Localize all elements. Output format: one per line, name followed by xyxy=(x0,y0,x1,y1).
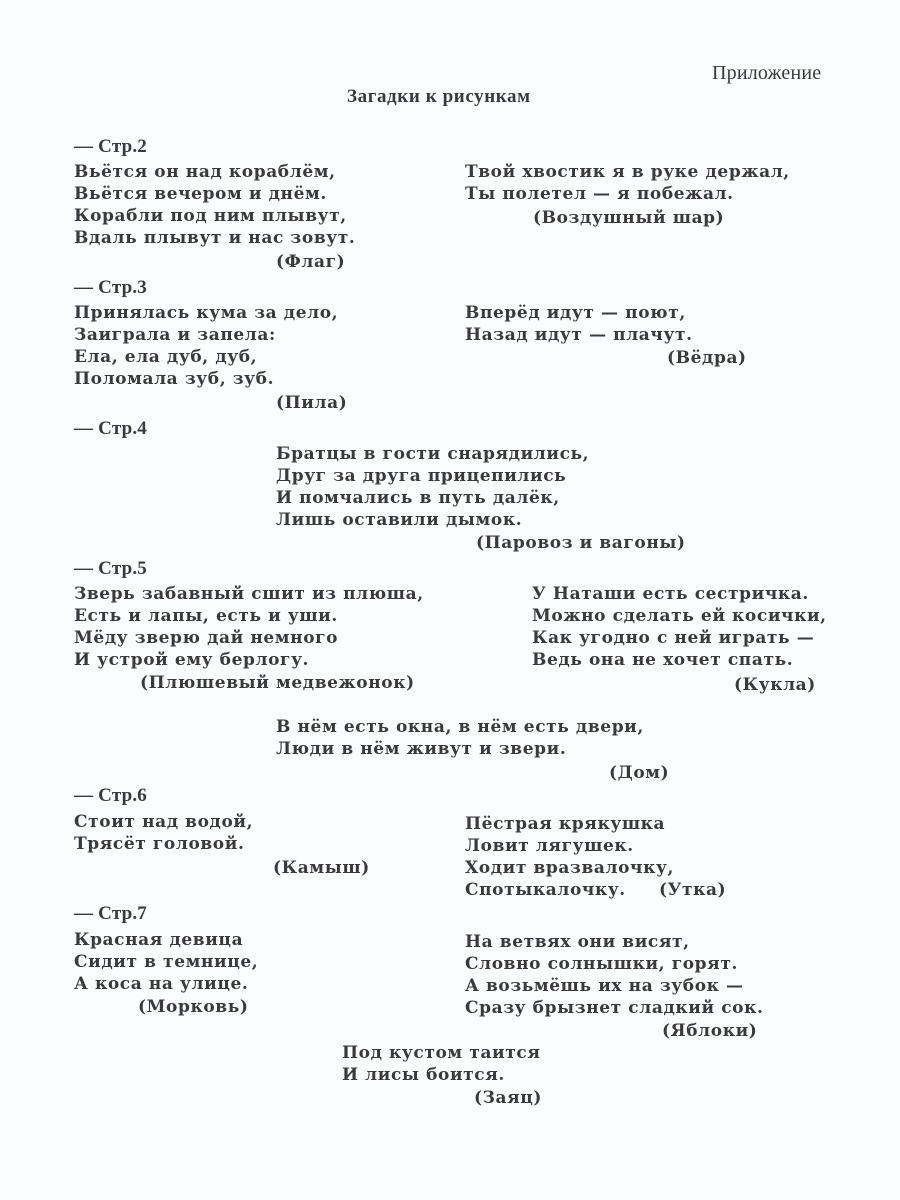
riddle-hare xyxy=(342,1042,541,1086)
riddle-line: На ветвях они висят, xyxy=(465,932,690,952)
riddle-line: Стоит над водой, xyxy=(74,812,254,832)
riddle-answer: (Камыш) xyxy=(273,858,370,878)
riddle-line: Назад идут — плачут. xyxy=(465,325,693,345)
riddle-line: Зверь забавный сшит из плюша, xyxy=(74,584,424,604)
riddle-train xyxy=(276,443,589,531)
riddle-answer: (Утка) xyxy=(659,880,727,900)
section-label-page-2: — Стр.2 xyxy=(74,136,148,157)
riddle-answer: (Флаг) xyxy=(276,252,346,272)
riddle-answer: (Плюшевый медвежонок) xyxy=(140,673,415,693)
riddle-line: Лишь оставили дымок. xyxy=(276,510,523,530)
riddle-answer: (Кукла) xyxy=(734,675,816,695)
section-label-page-7: — Стр.7 xyxy=(74,903,148,924)
riddle-answer: (Заяц) xyxy=(474,1088,543,1108)
riddle-answer: (Яблоки) xyxy=(662,1021,758,1041)
riddle-line: Принялась кума за дело, xyxy=(74,303,339,323)
riddle-line: Сразу брызнет сладкий сок. xyxy=(465,998,764,1018)
riddle-doll xyxy=(532,583,827,671)
riddle-line: Вьётся он над кораблём, xyxy=(74,162,336,182)
page-title: Загадки к рисункам xyxy=(347,86,531,107)
riddle-answer: (Пила) xyxy=(276,393,348,413)
riddle-line: А возьмёшь их на зубок — xyxy=(465,976,744,996)
riddle-duck xyxy=(465,813,674,901)
riddle-line: Словно солнышки, горят. xyxy=(465,954,738,974)
riddle-reed xyxy=(74,811,253,855)
riddle-line: Вьётся вечером и днём. xyxy=(74,184,327,204)
riddle-carrot xyxy=(74,929,258,995)
riddle-line: Вперёд идут — поют, xyxy=(465,303,686,323)
riddle-answer: (Морковь) xyxy=(138,997,249,1017)
riddle-line: Вдаль плывут и нас зовут. xyxy=(74,228,356,248)
riddle-apples xyxy=(465,931,764,1019)
riddle-line: Люди в нём живут и звери. xyxy=(276,739,567,759)
riddle-line: И лисы боится. xyxy=(342,1065,505,1085)
appendix-label: Приложение xyxy=(712,62,822,84)
riddle-flag xyxy=(74,161,355,249)
riddle-line: И устрой ему берлогу. xyxy=(74,650,310,670)
section-label-page-4: — Стр.4 xyxy=(74,418,148,439)
riddle-line: Красная девица xyxy=(74,930,244,950)
riddle-line: Друг за друга прицепились xyxy=(276,466,567,486)
riddle-line: Корабли под ним плывут, xyxy=(74,206,347,226)
riddle-line: Пёстрая крякушка xyxy=(465,814,666,834)
riddle-line: Как угодно с ней играть — xyxy=(532,628,815,648)
section-label-page-3: — Стр.3 xyxy=(74,277,148,298)
riddle-teddy-bear xyxy=(74,583,424,671)
riddle-line: Заиграла и запела: xyxy=(74,325,276,345)
riddle-answer: (Паровоз и вагоны) xyxy=(476,533,686,553)
riddle-line: В нём есть окна, в нём есть двери, xyxy=(276,717,644,737)
riddle-answer: (Воздушный шар) xyxy=(533,208,725,228)
riddle-balloon xyxy=(465,161,790,205)
riddle-line: Ты полетел — я побежал. xyxy=(465,184,734,204)
riddle-answer: (Дом) xyxy=(609,763,670,783)
riddle-line: Под кустом таится xyxy=(342,1043,541,1063)
riddle-line: Ходит вразвалочку, xyxy=(465,858,674,878)
riddle-line: У Наташи есть сестричка. xyxy=(532,584,809,604)
riddle-line: И помчались в путь далёк, xyxy=(276,488,560,508)
section-label-page-6: — Стр.6 xyxy=(74,785,148,806)
riddle-buckets xyxy=(465,302,693,346)
riddle-saw xyxy=(74,302,338,390)
riddle-line: Трясёт головой. xyxy=(74,834,245,854)
riddle-house xyxy=(276,716,644,760)
riddle-line: Можно сделать ей косички, xyxy=(532,606,827,626)
section-label-page-5: — Стр.5 xyxy=(74,558,148,579)
riddle-line: Ведь она не хочет спать. xyxy=(532,650,794,670)
riddle-line: Ловит лягушек. xyxy=(465,836,634,856)
riddle-line: Спотыкалочку. xyxy=(465,880,626,900)
riddle-line: Мёду зверю дай немного xyxy=(74,628,339,648)
riddle-line: Ела, ела дуб, дуб, xyxy=(74,347,258,367)
riddle-line: Братцы в гости снарядились, xyxy=(276,444,590,464)
riddle-answer: (Вёдра) xyxy=(667,348,747,368)
riddle-line: Поломала зуб, зуб. xyxy=(74,369,275,389)
riddle-line: А коса на улице. xyxy=(74,974,249,994)
riddle-line: Есть и лапы, есть и уши. xyxy=(74,606,338,626)
riddle-line: Твой хвостик я в руке держал, xyxy=(465,162,790,182)
riddle-line: Сидит в темнице, xyxy=(74,952,259,972)
